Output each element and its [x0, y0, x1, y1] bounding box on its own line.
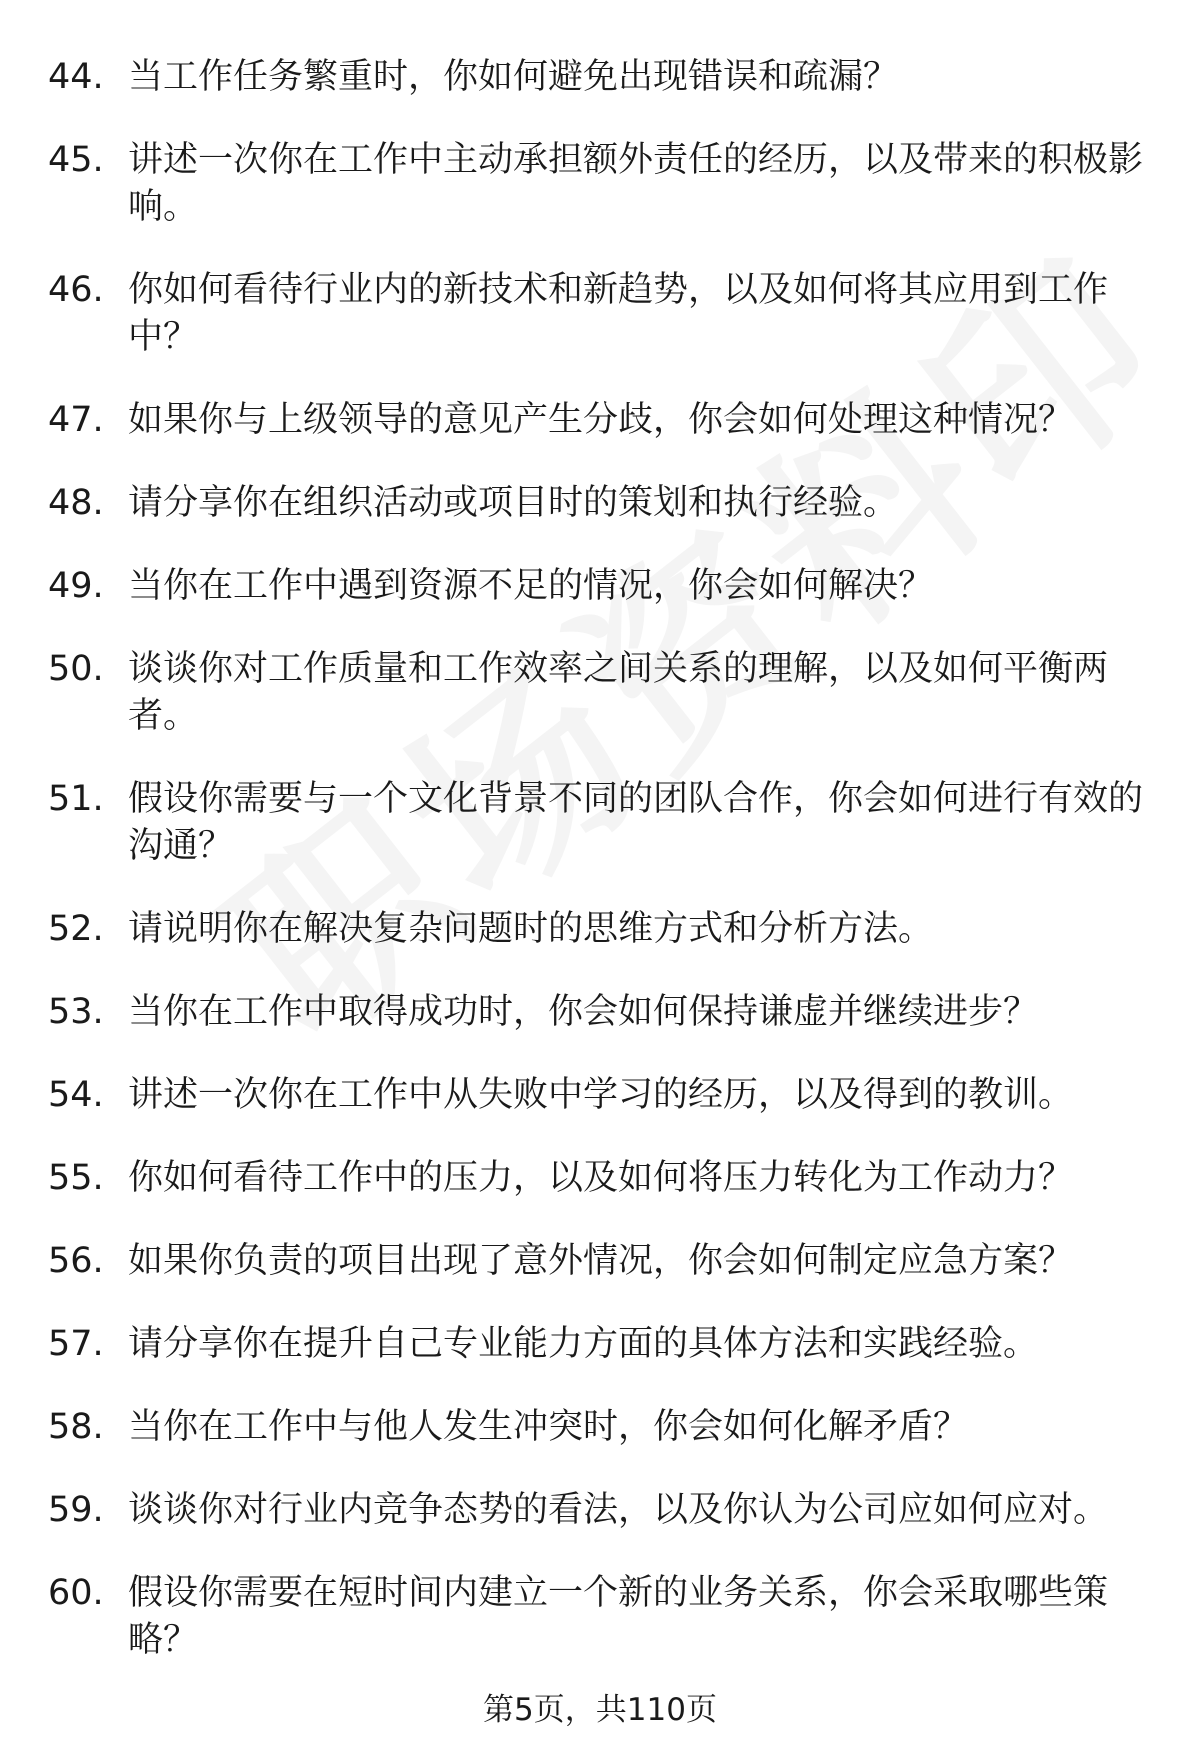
question-item	[48, 480, 1148, 527]
question-number: 49.	[48, 566, 104, 606]
question-text: 讲述一次你在工作中主动承担额外责任的经历，以及带来的积极影响。	[128, 140, 1144, 227]
question-item	[48, 54, 1148, 101]
question-text: 请分享你在提升自己专业能力方面的具体方法和实践经验。	[128, 1324, 1039, 1364]
question-item	[48, 1072, 1148, 1119]
question-number: 53.	[48, 992, 104, 1032]
question-item	[48, 1404, 1148, 1451]
question-item	[48, 906, 1148, 953]
question-number: 55.	[48, 1158, 104, 1198]
question-item	[48, 563, 1148, 610]
question-number: 45.	[48, 140, 104, 180]
question-number: 48.	[48, 483, 104, 523]
question-item	[48, 1487, 1148, 1534]
question-text: 如果你负责的项目出现了意外情况，你会如何制定应急方案？	[128, 1241, 1074, 1281]
question-text: 谈谈你对工作质量和工作效率之间关系的理解，以及如何平衡两者。	[128, 649, 1109, 736]
question-item	[48, 1570, 1148, 1664]
page-footer: 第5页，共110页	[483, 1692, 717, 1728]
question-text: 当你在工作中遇到资源不足的情况，你会如何解决？	[128, 566, 934, 606]
question-item	[48, 776, 1148, 870]
question-number: 44.	[48, 57, 104, 97]
question-text: 请分享你在组织活动或项目时的策划和执行经验。	[128, 483, 899, 523]
question-item	[48, 646, 1148, 740]
question-item	[48, 267, 1148, 361]
question-number: 59.	[48, 1490, 104, 1530]
question-text: 假设你需要与一个文化背景不同的团队合作，你会如何进行有效的沟通？	[128, 779, 1144, 866]
question-text: 当你在工作中取得成功时，你会如何保持谦虚并继续进步？	[128, 992, 1039, 1032]
question-number: 50.	[48, 649, 104, 689]
question-text: 当工作任务繁重时，你如何避免出现错误和疏漏？	[128, 57, 899, 97]
question-item	[48, 989, 1148, 1036]
question-number: 58.	[48, 1407, 104, 1447]
question-item	[48, 1321, 1148, 1368]
question-text: 当你在工作中与他人发生冲突时，你会如何化解矛盾？	[128, 1407, 969, 1447]
question-number: 51.	[48, 779, 104, 819]
question-number: 52.	[48, 909, 104, 949]
question-item	[48, 1238, 1148, 1285]
question-text: 你如何看待行业内的新技术和新趋势，以及如何将其应用到工作中？	[128, 270, 1109, 357]
question-number: 47.	[48, 400, 104, 440]
question-number: 60.	[48, 1573, 104, 1613]
question-text: 请说明你在解决复杂问题时的思维方式和分析方法。	[128, 909, 934, 949]
question-text: 讲述一次你在工作中从失败中学习的经历，以及得到的教训。	[128, 1075, 1074, 1115]
question-item	[48, 397, 1148, 444]
question-text: 如果你与上级领导的意见产生分歧，你会如何处理这种情况？	[128, 400, 1074, 440]
question-number: 56.	[48, 1241, 104, 1281]
question-text: 假设你需要在短时间内建立一个新的业务关系，你会采取哪些策略？	[128, 1573, 1109, 1660]
question-number: 54.	[48, 1075, 104, 1115]
question-text: 谈谈你对行业内竞争态势的看法，以及你认为公司应如何应对。	[128, 1490, 1109, 1530]
question-number: 57.	[48, 1324, 104, 1364]
question-list	[48, 54, 1148, 1700]
question-text: 你如何看待工作中的压力，以及如何将压力转化为工作动力？	[128, 1158, 1074, 1198]
question-item	[48, 1155, 1148, 1202]
question-item	[48, 137, 1148, 231]
question-number: 46.	[48, 270, 104, 310]
